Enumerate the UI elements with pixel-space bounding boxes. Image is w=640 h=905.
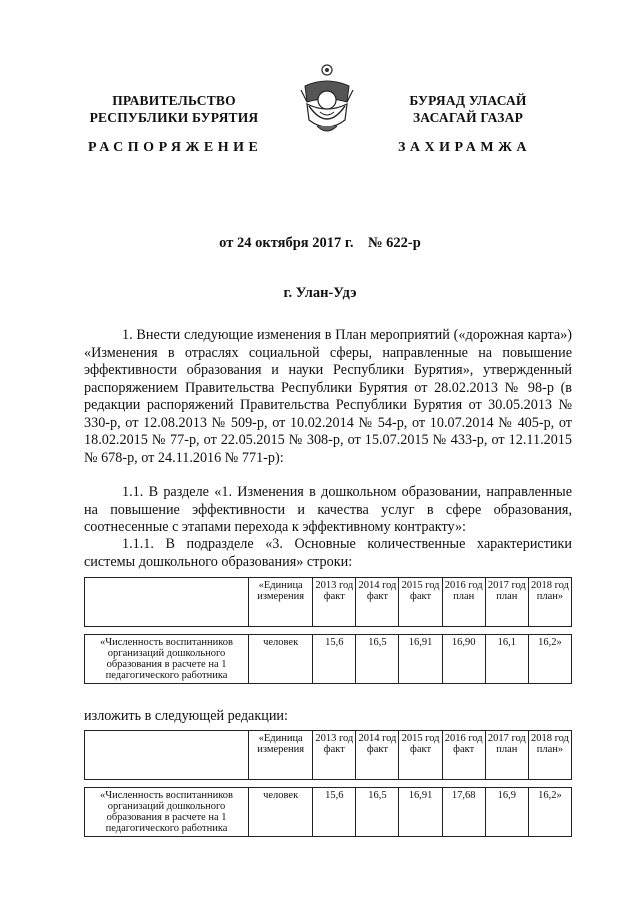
coat-of-arms-emblem <box>295 62 359 140</box>
row-cell: 15,6 <box>313 788 356 837</box>
spacer-row <box>85 780 572 788</box>
table-new <box>84 730 572 837</box>
row-cell: 16,91 <box>399 635 442 684</box>
table-current <box>84 577 572 684</box>
header-cell: 2013 год факт <box>313 731 356 780</box>
authority-right <box>388 92 548 126</box>
authority-right-line1: БУРЯАД УЛАСАЙ <box>409 93 527 108</box>
authority-left <box>84 92 264 126</box>
row-label: «Численность воспитанников организаций дошкольного образования в расчете на 1 педагогического работника <box>85 635 249 684</box>
header-cell: 2013 год факт <box>313 578 356 627</box>
header-cell: 2016 год план <box>442 578 485 627</box>
header-cell: 2014 год факт <box>356 578 399 627</box>
doc-type-right: ЗАХИРАМЖА <box>398 140 532 155</box>
header-cell: 2017 год план <box>485 578 528 627</box>
table-row <box>85 788 572 837</box>
paragraph-2-text: 1.1. В разделе «1. Изменения в дошкольном образовании, направленные на повышение эффективности и качества услуг в сфере образования, соотнесенные с этапами перехода к эффективному контракту»: <box>84 484 572 535</box>
paragraph-3-text: 1.1.1. В подразделе «3. Основные количественные характеристики системы дошкольного образования» строки: <box>84 536 572 570</box>
paragraph-3 <box>84 536 572 571</box>
header-cell <box>85 731 249 780</box>
row-cell: 16,90 <box>442 635 485 684</box>
paragraph-2 <box>84 484 572 537</box>
paragraph-1 <box>84 327 572 467</box>
row-label: «Численность воспитанников организаций дошкольного образования в расчете на 1 педагогического работника <box>85 788 249 837</box>
header-cell: 2017 год план <box>485 731 528 780</box>
header-cell: «Единица измерения <box>249 578 313 627</box>
replace-instruction: изложить в следующей редакции: <box>84 708 288 724</box>
table-row <box>85 635 572 684</box>
row-cell: 16,5 <box>356 635 399 684</box>
spacer-row <box>85 627 572 635</box>
row-cell: человек <box>249 635 313 684</box>
row-cell: 16,5 <box>356 788 399 837</box>
row-cell: 16,91 <box>399 788 442 837</box>
table-header-row <box>85 578 572 627</box>
row-cell: 16,9 <box>485 788 528 837</box>
authority-left-line2: РЕСПУБЛИКИ БУРЯТИЯ <box>89 110 259 125</box>
authority-left-line1: ПРАВИТЕЛЬСТВО <box>112 93 236 108</box>
paragraph-1-text: 1. Внести следующие изменения в План мероприятий («дорожная карта») «Изменения в отраслях социальной сферы, направленные на повышение эффективности образования и науки Республики Бурятия», утвержденный распоряжением Правительства Республики Бурятия от 28.02.2013 № 98-р (в редакции распоряжений Правительства Республики Бурятия от 30.05.2013 № 330-р, от 12.08.2013 № 509-р, от 10.02.2014 № 54-р, от 10.07.2014 № 405-р, от 18.02.2015 № 77-р, от 22.05.2015 № 308-р, от 15.07.2015 № 433-р, от 12.11.2015 № 678-р, от 24.11.2016 № 771-р): <box>84 327 572 466</box>
row-cell: человек <box>249 788 313 837</box>
header-cell <box>85 578 249 627</box>
header-cell: 2014 год факт <box>356 731 399 780</box>
header-cell: «Единица измерения <box>249 731 313 780</box>
city: г. Улан-Удэ <box>283 285 357 301</box>
row-cell: 16,1 <box>485 635 528 684</box>
header-cell: 2016 год факт <box>442 731 485 780</box>
date-line: от 24 октября 2017 г. № 622-р <box>219 235 421 251</box>
header-cell: 2015 год факт <box>399 731 442 780</box>
row-cell: 16,2» <box>528 635 571 684</box>
header-cell: 2015 год факт <box>399 578 442 627</box>
header-cell: 2018 год план» <box>528 578 571 627</box>
row-cell: 16,2» <box>528 788 571 837</box>
doc-type-left: РАСПОРЯЖЕНИЕ <box>88 140 263 155</box>
authority-right-line2: ЗАСАГАЙ ГАЗАР <box>412 110 524 125</box>
row-cell: 15,6 <box>313 635 356 684</box>
table-header-row <box>85 731 572 780</box>
row-cell: 17,68 <box>442 788 485 837</box>
header-cell: 2018 год план» <box>528 731 571 780</box>
